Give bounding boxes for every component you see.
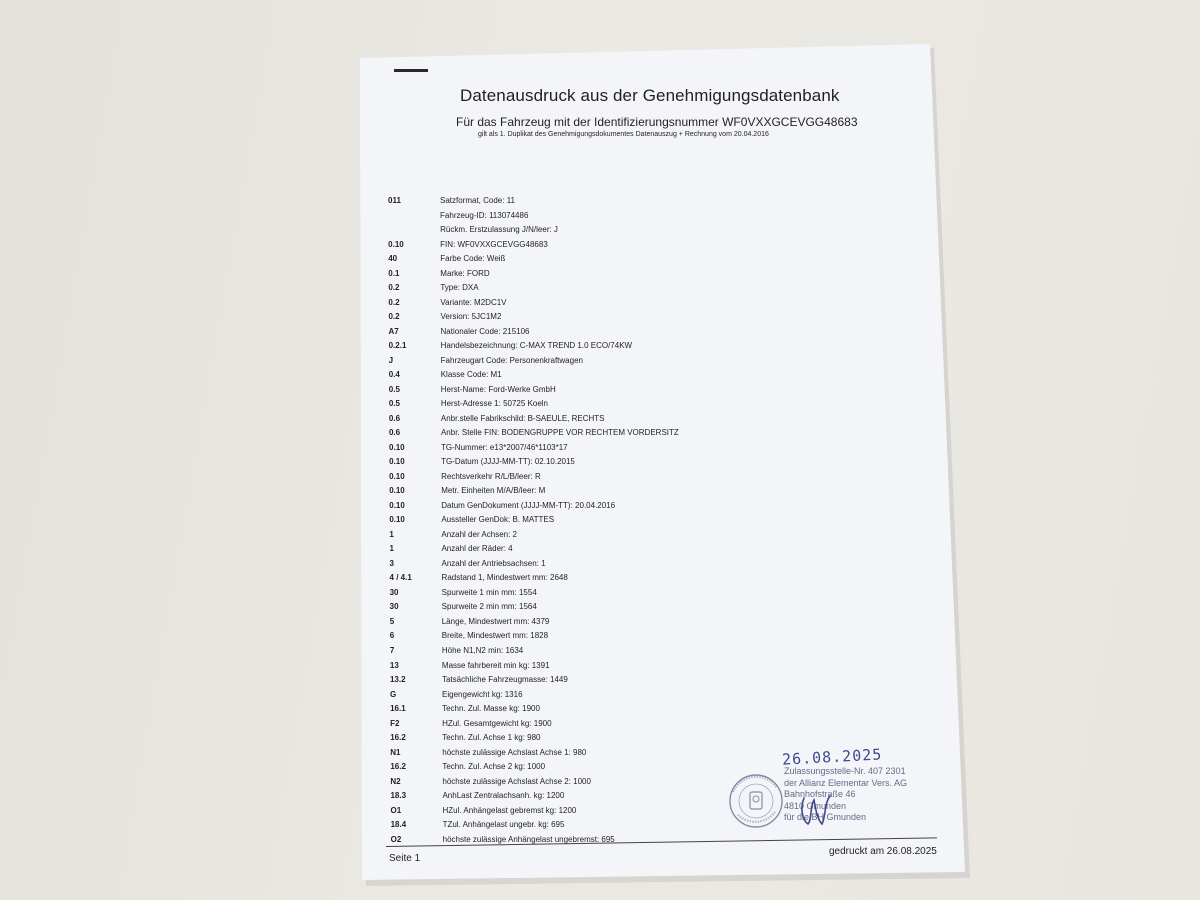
handwritten-date: 26.08.2025 <box>781 745 883 769</box>
row-code: 0.10 <box>389 457 405 467</box>
row-code: 16.2 <box>390 733 406 743</box>
data-row <box>388 211 918 226</box>
row-text: Klasse Code: M1 <box>440 370 502 380</box>
data-row <box>390 675 920 690</box>
row-code: 0.6 <box>388 428 401 438</box>
document-title: Datenausdruck aus der Genehmigungsdatenbank <box>460 86 840 105</box>
data-row <box>388 254 918 269</box>
row-text: Metr. Einheiten M/A/B/leer: M <box>441 486 546 496</box>
row-text: Variante: M2DC1V <box>440 297 507 307</box>
row-code: O1 <box>390 805 402 815</box>
row-code: 0.10 <box>389 486 405 496</box>
row-text: Fahrzeug-ID: 113074486 <box>440 210 529 220</box>
row-code: 16.2 <box>390 762 406 772</box>
row-code: 0.2 <box>388 297 400 307</box>
row-text: Version: 5JC1M2 <box>440 312 502 322</box>
stamp-line: für die BH Gmunden <box>784 812 867 822</box>
row-code: N2 <box>390 776 401 786</box>
document-duplicate-note: gilt als 1. Duplikat des Genehmigungsdokumentes Datenauszug + Rechnung vom 20.04.2016 <box>478 131 769 138</box>
row-code: F2 <box>390 718 400 728</box>
row-text: Techn. Zul. Achse 1 kg: 980 <box>442 733 541 743</box>
row-text: Rückm. Erstzulassung J/N/leer: J <box>440 225 558 235</box>
data-row <box>389 385 919 400</box>
data-row <box>389 457 919 472</box>
row-code: 0.10 <box>389 442 405 452</box>
data-row <box>388 312 918 327</box>
row-text: Nationaler Code: 215106 <box>440 326 530 336</box>
row-text: Eigengewicht kg: 1316 <box>442 689 523 699</box>
data-row <box>390 690 920 705</box>
data-row <box>388 269 918 284</box>
row-code: 0.10 <box>388 239 404 249</box>
row-code: 1 <box>389 529 394 539</box>
data-row <box>390 661 920 676</box>
row-text: Länge, Mindestwert mm: 4379 <box>441 616 550 626</box>
row-text: Datum GenDokument (JJJJ-MM-TT): 20.04.2016 <box>441 500 616 510</box>
row-code: 0.10 <box>389 471 405 481</box>
data-row <box>389 515 919 530</box>
data-row <box>389 443 919 458</box>
data-row <box>390 602 920 617</box>
data-row <box>389 472 919 487</box>
row-code: 7 <box>389 645 395 655</box>
data-row <box>388 196 918 211</box>
row-code: 30 <box>389 602 399 612</box>
data-row <box>389 327 919 342</box>
row-code: 30 <box>389 587 399 597</box>
row-code: 18.3 <box>390 791 407 801</box>
data-row <box>390 733 920 748</box>
page-number: Seite 1 <box>389 853 421 864</box>
data-row <box>389 486 919 501</box>
stamp-line: Zulassungsstelle-Nr. 407 2301 <box>784 766 906 776</box>
corner-mark <box>394 69 428 72</box>
row-code: N1 <box>390 747 401 757</box>
row-text: TG-Datum (JJJJ-MM-TT): 02.10.2015 <box>441 457 575 467</box>
row-text: HZul. Gesamtgewicht kg: 1900 <box>442 718 552 728</box>
row-text: Herst-Name: Ford-Werke GmbH <box>440 384 556 394</box>
row-code: 0.2 <box>388 283 400 293</box>
data-row <box>388 298 918 313</box>
row-text: höchste zulässige Achslast Achse 2: 1000 <box>442 776 591 786</box>
row-code: 3 <box>389 558 394 568</box>
row-text: Aussteller GenDok: B. MATTES <box>441 515 555 525</box>
data-row <box>390 704 920 719</box>
row-text: Radstand 1, Mindestwert mm: 2648 <box>441 573 568 583</box>
row-code: 5 <box>389 616 395 626</box>
data-row <box>389 428 919 443</box>
print-date: gedruckt am 26.08.2025 <box>829 846 937 857</box>
data-row <box>389 370 919 385</box>
row-text: Rechtsverkehr R/L/B/leer: R <box>441 471 541 481</box>
row-text: Satzformat, Code: 11 <box>440 196 515 205</box>
row-text: Anbr.stelle Fabrikschild: B-SAEULE, RECHTS <box>440 413 605 423</box>
row-code: 0.5 <box>388 399 400 409</box>
data-row <box>389 399 919 414</box>
row-code: 1 <box>389 544 394 554</box>
row-code: 6 <box>389 631 395 641</box>
row-code: 16.1 <box>390 704 406 714</box>
row-code: 0.2 <box>388 312 400 322</box>
row-code: 0.5 <box>388 384 400 394</box>
signature <box>796 790 836 830</box>
data-row <box>390 559 920 574</box>
row-code: 0.10 <box>389 515 405 525</box>
row-code: G <box>390 689 397 699</box>
row-text: Höhe N1,N2 min: 1634 <box>441 645 524 655</box>
row-code: 40 <box>388 254 398 264</box>
row-text: Fahrzeugart Code: Personenkraftwagen <box>440 355 583 365</box>
row-text: Anzahl der Achsen: 2 <box>441 529 517 539</box>
stamp-line: der Allianz Elementar Vers. AG <box>784 777 908 788</box>
row-text: Farbe Code: Weiß <box>440 254 506 264</box>
row-text: Spurweite 1 min mm: 1554 <box>441 587 537 597</box>
row-text: Anzahl der Räder: 4 <box>441 544 513 554</box>
row-text: HZul. Anhängelast gebremst kg: 1200 <box>442 805 577 815</box>
row-code: 4 / 4.1 <box>389 573 412 583</box>
row-code: 18.4 <box>390 820 407 830</box>
data-row <box>388 283 918 298</box>
document-subtitle: Für das Fahrzeug mit der Identifizierungsnummer WF0VXXGCEVGG48683 <box>456 115 858 129</box>
row-text: FIN: WF0VXXGCEVGG48683 <box>440 239 548 249</box>
row-text: höchste zulässige Anhängelast ungebremst: 695 <box>442 834 615 844</box>
data-row <box>389 530 919 545</box>
row-text: Breite, Mindestwert mm: 1828 <box>441 631 549 641</box>
row-text: Type: DXA <box>440 283 479 293</box>
data-row <box>389 356 919 371</box>
stamp-line: Bahnhofstraße 46 <box>784 789 856 799</box>
data-row <box>389 544 919 559</box>
data-row <box>390 573 920 588</box>
row-text: Spurweite 2 min mm: 1564 <box>441 602 537 612</box>
row-text: AnhLast Zentralachsanh. kg: 1200 <box>442 791 565 801</box>
row-text: TG-Nummer: e13*2007/46*1103*17 <box>441 442 568 452</box>
row-text: höchste zulässige Achslast Achse 1: 980 <box>442 747 587 757</box>
row-text: Herst-Adresse 1: 50725 Koeln <box>440 399 548 409</box>
data-row <box>390 617 920 632</box>
row-text: Anbr. Stelle FIN: BODENGRUPPE VOR RECHTEM VORDERSITZ <box>440 428 679 438</box>
row-text: Techn. Zul. Achse 2 kg: 1000 <box>442 762 546 772</box>
row-code: 0.1 <box>388 268 400 278</box>
stamp-line: 4810 Gmunden <box>784 800 847 811</box>
row-code: 0.4 <box>388 370 400 380</box>
row-code: A7 <box>388 326 399 336</box>
row-code: O2 <box>390 834 402 844</box>
row-text: Marke: FORD <box>440 268 490 278</box>
round-seal-icon <box>727 772 785 830</box>
row-text: Masse fahrbereit min kg: 1391 <box>441 660 550 670</box>
row-text: Techn. Zul. Masse kg: 1900 <box>442 704 540 714</box>
row-code: 13 <box>389 660 399 670</box>
data-row <box>390 646 920 661</box>
row-text: Tatsächliche Fahrzeugmasse: 1449 <box>441 675 568 685</box>
row-text: Handelsbezeichnung: C-MAX TREND 1.0 ECO/74KW <box>440 341 633 351</box>
data-row <box>389 501 919 516</box>
data-row <box>389 414 919 429</box>
data-row <box>389 341 919 356</box>
row-code: 0.10 <box>389 500 405 510</box>
data-row <box>388 240 918 255</box>
row-code: 011 <box>388 196 401 205</box>
data-row <box>390 588 920 603</box>
row-code: 0.2.1 <box>388 341 407 351</box>
data-row <box>390 719 920 734</box>
data-row <box>390 631 920 646</box>
row-text: Anzahl der Antriebsachsen: 1 <box>441 558 546 568</box>
row-code: 13.2 <box>389 675 406 685</box>
row-code: J <box>388 355 394 365</box>
data-row <box>388 225 918 240</box>
row-code: 0.6 <box>388 413 401 423</box>
row-text: TZul. Anhängelast ungebr. kg: 695 <box>442 820 565 830</box>
